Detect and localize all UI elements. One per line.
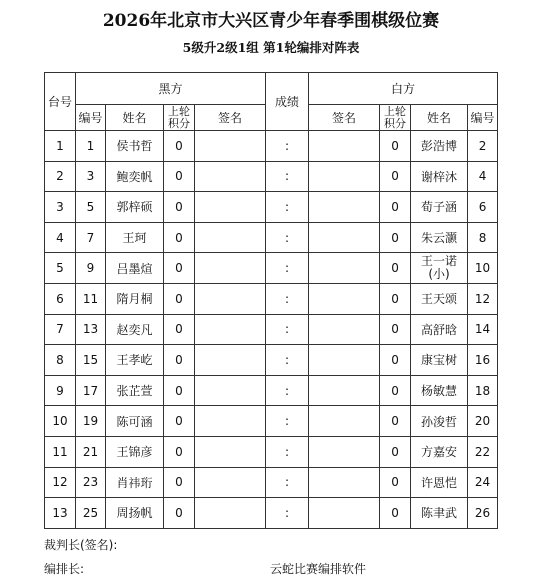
white-player-name: 孙浚哲 — [411, 406, 468, 437]
black-sign-cell — [195, 345, 266, 376]
white-prev-score: 0 — [380, 192, 411, 223]
white-player-number: 12 — [468, 283, 498, 314]
black-sign-cell — [195, 192, 266, 223]
board-number: 4 — [45, 222, 76, 253]
black-player-number: 7 — [76, 222, 106, 253]
table-row — [45, 467, 498, 498]
result-cell: : — [266, 345, 309, 376]
white-sign-cell — [309, 345, 380, 376]
black-player-name: 吕墨煊 — [106, 253, 164, 284]
black-num-header: 编号 — [76, 105, 106, 131]
white-player-number: 24 — [468, 467, 498, 498]
table-row — [45, 375, 498, 406]
black-sign-cell — [195, 131, 266, 162]
board-number: 6 — [45, 283, 76, 314]
white-player-name: 高舒晗 — [411, 314, 468, 345]
white-player-number: 22 — [468, 436, 498, 467]
white-player-number: 26 — [468, 498, 498, 529]
white-player-number: 2 — [468, 131, 498, 162]
black-sign-cell — [195, 253, 266, 284]
white-score-header: 上轮积分 — [380, 105, 411, 131]
black-player-number: 1 — [76, 131, 106, 162]
table-row — [45, 345, 498, 376]
white-prev-score: 0 — [380, 375, 411, 406]
white-player-number: 6 — [468, 192, 498, 223]
black-prev-score: 0 — [164, 131, 195, 162]
black-player-name: 侯书哲 — [106, 131, 164, 162]
white-num-header: 编号 — [468, 105, 498, 131]
referee-label: 裁判长(签名): — [44, 538, 118, 552]
board-header: 台号 — [45, 73, 76, 131]
table-row — [45, 498, 498, 529]
table-row — [45, 314, 498, 345]
table-row — [45, 161, 498, 192]
black-prev-score: 0 — [164, 436, 195, 467]
white-prev-score: 0 — [380, 283, 411, 314]
black-sign-cell — [195, 406, 266, 437]
white-sign-cell — [309, 222, 380, 253]
black-player-number: 13 — [76, 314, 106, 345]
table-row — [45, 131, 498, 162]
white-sign-cell — [309, 498, 380, 529]
black-player-name: 陈可涵 — [106, 406, 164, 437]
result-cell: : — [266, 406, 309, 437]
table-row — [45, 436, 498, 467]
black-player-number: 11 — [76, 283, 106, 314]
white-player-name: 陈聿武 — [411, 498, 468, 529]
result-cell: : — [266, 375, 309, 406]
white-sign-cell — [309, 375, 380, 406]
black-player-number: 21 — [76, 436, 106, 467]
white-player-number: 16 — [468, 345, 498, 376]
board-number: 11 — [45, 436, 76, 467]
result-cell: : — [266, 283, 309, 314]
black-prev-score: 0 — [164, 192, 195, 223]
black-player-number: 15 — [76, 345, 106, 376]
table-row — [45, 253, 498, 284]
black-player-name: 王珂 — [106, 222, 164, 253]
result-cell: : — [266, 161, 309, 192]
result-cell: : — [266, 131, 309, 162]
white-player-number: 10 — [468, 253, 498, 284]
white-sign-header: 签名 — [309, 105, 380, 131]
result-cell: : — [266, 192, 309, 223]
white-player-name: 王天颂 — [411, 283, 468, 314]
white-player-name: 朱云灏 — [411, 222, 468, 253]
board-number: 5 — [45, 253, 76, 284]
black-player-number: 9 — [76, 253, 106, 284]
table-row — [45, 222, 498, 253]
white-player-name: 康宝树 — [411, 345, 468, 376]
white-header: 白方 — [309, 73, 498, 105]
black-player-number: 25 — [76, 498, 106, 529]
page-subtitle: 5级升2级1组 第1轮编排对阵表 — [182, 40, 360, 55]
white-sign-cell — [309, 161, 380, 192]
white-sign-cell — [309, 283, 380, 314]
black-sign-cell — [195, 314, 266, 345]
black-player-number: 19 — [76, 406, 106, 437]
table-row — [45, 283, 498, 314]
black-player-number: 5 — [76, 192, 106, 223]
black-prev-score: 0 — [164, 406, 195, 437]
white-sign-cell — [309, 467, 380, 498]
software-label: 云蛇比赛编排软件 — [270, 562, 367, 576]
white-player-number: 4 — [468, 161, 498, 192]
board-number: 1 — [45, 131, 76, 162]
board-number: 10 — [45, 406, 76, 437]
black-player-name: 赵奕凡 — [106, 314, 164, 345]
white-sign-cell — [309, 436, 380, 467]
result-cell: : — [266, 436, 309, 467]
white-sign-cell — [309, 131, 380, 162]
white-player-name: 荀子涵 — [411, 192, 468, 223]
white-player-number: 8 — [468, 222, 498, 253]
board-number: 2 — [45, 161, 76, 192]
white-player-name: 许恩恺 — [411, 467, 468, 498]
black-prev-score: 0 — [164, 283, 195, 314]
black-sign-header: 签名 — [195, 105, 266, 131]
black-prev-score: 0 — [164, 253, 195, 284]
white-player-number: 20 — [468, 406, 498, 437]
black-prev-score: 0 — [164, 467, 195, 498]
result-cell: : — [266, 314, 309, 345]
black-prev-score: 0 — [164, 375, 195, 406]
white-prev-score: 0 — [380, 131, 411, 162]
black-player-name: 张芷萱 — [106, 375, 164, 406]
table-row — [45, 406, 498, 437]
black-player-number: 17 — [76, 375, 106, 406]
board-number: 3 — [45, 192, 76, 223]
black-player-name: 鲍奕帆 — [106, 161, 164, 192]
black-sign-cell — [195, 161, 266, 192]
white-prev-score: 0 — [380, 314, 411, 345]
white-player-name: 杨敏慧 — [411, 375, 468, 406]
black-prev-score: 0 — [164, 161, 195, 192]
black-sign-cell — [195, 283, 266, 314]
white-sign-cell — [309, 192, 380, 223]
black-sign-cell — [195, 222, 266, 253]
result-cell: : — [266, 253, 309, 284]
black-prev-score: 0 — [164, 498, 195, 529]
black-name-header: 姓名 — [106, 105, 164, 131]
white-sign-cell — [309, 314, 380, 345]
white-player-name: 彭浩博 — [411, 131, 468, 162]
board-number: 8 — [45, 345, 76, 376]
white-player-name: 王一诺(小) — [411, 253, 468, 284]
white-player-name: 谢梓沐 — [411, 161, 468, 192]
white-prev-score: 0 — [380, 161, 411, 192]
white-sign-cell — [309, 406, 380, 437]
black-prev-score: 0 — [164, 222, 195, 253]
result-header: 成绩 — [266, 73, 309, 131]
white-prev-score: 0 — [380, 498, 411, 529]
white-sign-cell — [309, 253, 380, 284]
result-cell: : — [266, 467, 309, 498]
white-name-header: 姓名 — [411, 105, 468, 131]
black-player-name: 王孝屹 — [106, 345, 164, 376]
black-sign-cell — [195, 375, 266, 406]
black-player-name: 肖祎珩 — [106, 467, 164, 498]
board-number: 7 — [45, 314, 76, 345]
black-score-header: 上轮积分 — [164, 105, 195, 131]
white-prev-score: 0 — [380, 406, 411, 437]
board-number: 12 — [45, 467, 76, 498]
white-player-number: 14 — [468, 314, 498, 345]
black-header: 黑方 — [76, 73, 266, 105]
white-prev-score: 0 — [380, 436, 411, 467]
arranger-label: 编排长: — [44, 562, 85, 576]
board-number: 9 — [45, 375, 76, 406]
black-sign-cell — [195, 498, 266, 529]
white-prev-score: 0 — [380, 467, 411, 498]
result-cell: : — [266, 222, 309, 253]
black-sign-cell — [195, 467, 266, 498]
pairing-table — [44, 72, 498, 529]
board-number: 13 — [45, 498, 76, 529]
black-sign-cell — [195, 436, 266, 467]
black-player-name: 郭梓硕 — [106, 192, 164, 223]
black-player-name: 周扬帆 — [106, 498, 164, 529]
black-player-name: 王锦彦 — [106, 436, 164, 467]
white-prev-score: 0 — [380, 222, 411, 253]
black-player-number: 3 — [76, 161, 106, 192]
result-cell: : — [266, 498, 309, 529]
black-prev-score: 0 — [164, 314, 195, 345]
black-prev-score: 0 — [164, 345, 195, 376]
white-prev-score: 0 — [380, 253, 411, 284]
white-prev-score: 0 — [380, 345, 411, 376]
page-title: 2026年北京市大兴区青少年春季围棋级位赛 — [102, 11, 440, 31]
white-player-number: 18 — [468, 375, 498, 406]
black-player-name: 隋月桐 — [106, 283, 164, 314]
white-player-name: 方嘉安 — [411, 436, 468, 467]
table-row — [45, 192, 498, 223]
black-player-number: 23 — [76, 467, 106, 498]
